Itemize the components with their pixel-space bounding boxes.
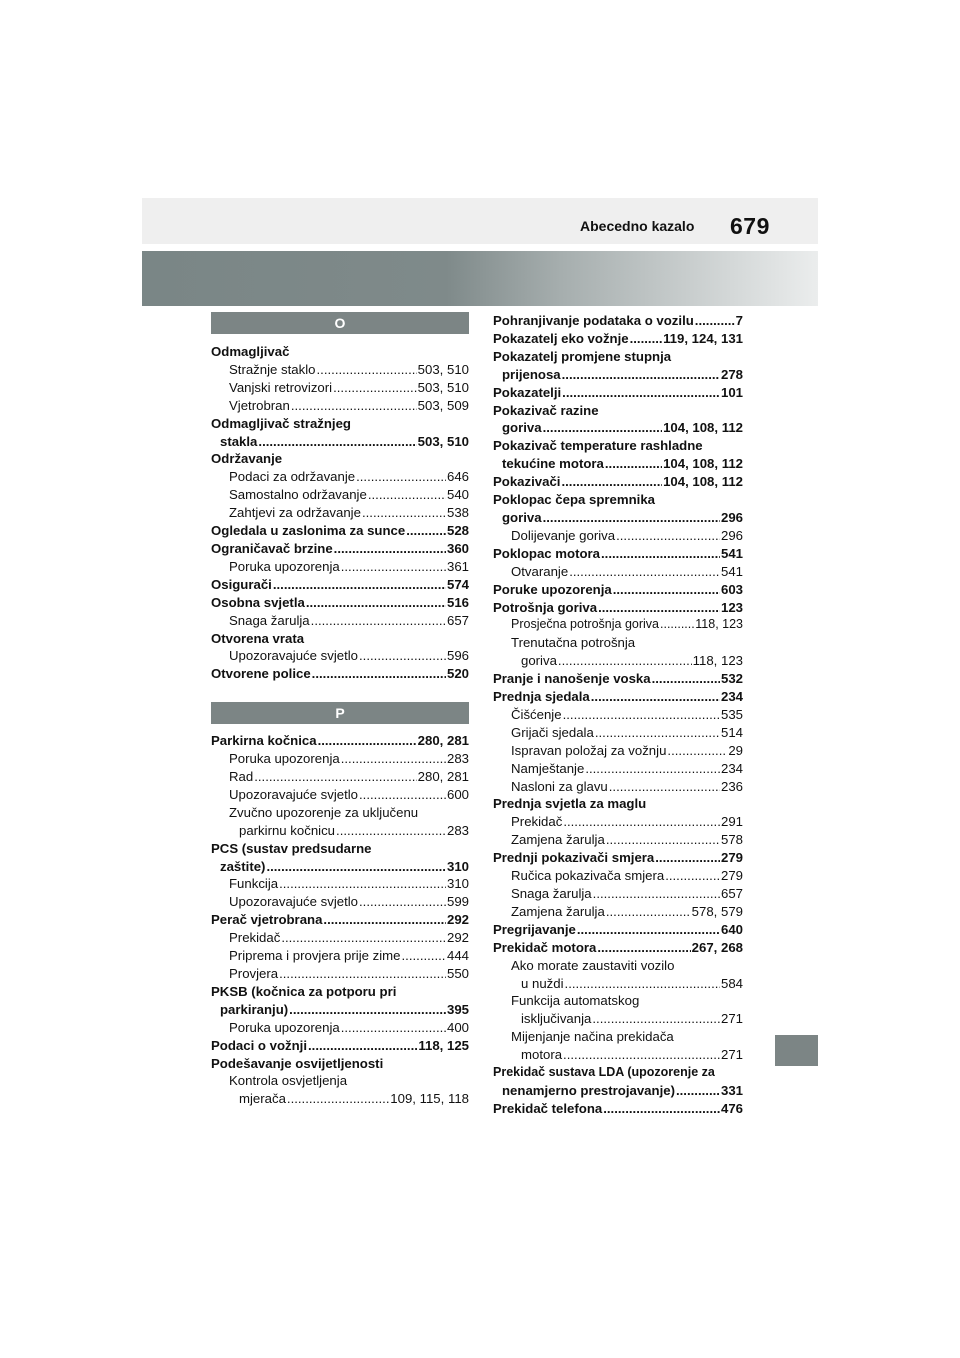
- page-number: 679: [730, 213, 770, 239]
- dot-leader: [565, 975, 720, 993]
- index-entry-label: isključivanja: [521, 1011, 592, 1027]
- index-entry-label: Zamjena žarulja: [511, 903, 605, 919]
- dot-leader: [630, 330, 662, 348]
- index-entry: [211, 522, 469, 540]
- index-entry-label: Prekidač: [511, 814, 563, 830]
- dot-leader: [368, 486, 446, 504]
- index-entry: [493, 939, 743, 957]
- index-entry: [493, 1082, 743, 1100]
- index-entry-label: Pokazatelj eko vožnje: [493, 330, 629, 346]
- index-entry: [211, 875, 469, 893]
- index-entry-label: goriva: [502, 509, 542, 525]
- index-entry: [493, 813, 743, 831]
- index-entry: [493, 419, 743, 437]
- index-heading: Pokazatelj promjene stupnja: [493, 348, 672, 364]
- dot-leader: [655, 849, 720, 867]
- index-entry-page: 331: [720, 1082, 743, 1098]
- dot-leader: [311, 612, 446, 630]
- index-entry: [493, 724, 743, 742]
- index-entry: [211, 468, 469, 486]
- index-entry: [493, 545, 743, 563]
- index-entry-page: 118, 125: [418, 1037, 469, 1053]
- index-entry-page: 657: [446, 612, 469, 628]
- index-entry-page: 599: [446, 894, 469, 910]
- index-heading: Pokazivač temperature rashladne: [493, 438, 703, 454]
- index-entry-page: 104, 108, 112: [663, 474, 743, 490]
- dot-leader: [334, 540, 446, 558]
- index-entry-page: 271: [720, 1011, 743, 1027]
- index-entry: [211, 893, 469, 911]
- dot-leader: [605, 455, 662, 473]
- index-entry-label: u nuždi: [521, 975, 564, 991]
- index-entry-label: Samostalno održavanje: [229, 487, 367, 503]
- index-entry: [211, 929, 469, 947]
- index-entry: [211, 433, 469, 451]
- index-entry-label: Parkirna kočnica: [211, 733, 317, 749]
- dot-leader: [318, 732, 417, 750]
- index-entry: [211, 594, 469, 612]
- index-entry-label: Upozoravajuće svjetlo: [229, 786, 359, 802]
- header-title: Abecedno kazalo: [580, 218, 695, 234]
- index-entry: [493, 384, 743, 402]
- dot-leader: [341, 1019, 446, 1037]
- section-o-entries: [211, 343, 469, 683]
- dot-leader: [306, 594, 446, 612]
- index-entry-page: 236: [720, 778, 743, 794]
- dot-leader: [603, 1100, 720, 1118]
- index-entry: [493, 599, 743, 617]
- index-entry-label: Prekidač telefona: [493, 1100, 603, 1116]
- index-entry-page: 280, 281: [417, 733, 469, 749]
- dot-leader: [595, 724, 720, 742]
- index-entry-page: 578, 579: [691, 903, 743, 919]
- dot-leader: [562, 366, 720, 384]
- index-entry: [493, 616, 743, 634]
- index-entry-label: Pranje i nanošenje voska: [493, 671, 651, 687]
- dot-leader: [660, 616, 694, 634]
- index-entry: [211, 665, 469, 683]
- dot-leader: [543, 509, 720, 527]
- dot-leader: [359, 647, 446, 665]
- index-entry-page: 283: [446, 822, 469, 838]
- section-p-entries: [211, 732, 469, 1108]
- index-entry-label: goriva: [502, 420, 542, 436]
- dot-leader: [291, 397, 417, 415]
- index-entry-label: motora: [521, 1047, 563, 1063]
- index-entry-label: Dolijevanje goriva: [511, 527, 616, 543]
- index-entry: [211, 1037, 469, 1055]
- dot-leader: [667, 742, 727, 760]
- index-entry: [493, 581, 743, 599]
- index-entry: [211, 947, 469, 965]
- index-entry-label: mjerača: [239, 1091, 286, 1107]
- index-heading: Funkcija automatskog: [511, 993, 640, 1009]
- index-entry-label: Poruka upozorenja: [229, 751, 340, 767]
- dot-leader: [312, 665, 446, 683]
- index-entry-label: Vjetrobran: [229, 397, 290, 413]
- index-entry-label: Prekidač motora: [493, 939, 597, 955]
- index-entry-page: 520: [446, 666, 469, 682]
- index-entry: [493, 885, 743, 903]
- index-entry: [493, 563, 743, 581]
- index-entry-page: 279: [720, 868, 743, 884]
- index-entry-page: 550: [446, 966, 469, 981]
- index-entry-page: 400: [446, 1019, 469, 1035]
- index-entry: [493, 1010, 743, 1028]
- index-entry: [211, 911, 469, 929]
- index-entry-page: 101: [720, 384, 743, 400]
- index-entry-page: 29: [728, 742, 743, 758]
- dot-leader: [356, 468, 446, 486]
- index-entry-label: Podaci o vožnji: [211, 1037, 307, 1053]
- index-entry-page: 541: [720, 545, 743, 561]
- index-entry-label: Rad: [229, 769, 254, 785]
- index-entry-page: 603: [720, 581, 743, 597]
- index-entry-page: 118, 123: [692, 653, 743, 669]
- index-entry-page: 361: [446, 558, 469, 574]
- index-entry-page: 292: [446, 930, 469, 946]
- index-heading: PCS (sustav predsudarne: [211, 840, 372, 856]
- index-entry: [493, 831, 743, 849]
- index-entry-page: 234: [720, 760, 743, 776]
- index-entry: [211, 1019, 469, 1037]
- index-entry: [493, 473, 743, 491]
- index-entry-page: 503, 510: [417, 379, 469, 395]
- index-entry-page: 279: [720, 850, 743, 866]
- dot-leader: [254, 768, 416, 786]
- index-heading: Pokazivač razine: [493, 402, 599, 418]
- dot-leader: [597, 939, 690, 957]
- index-entry-page: 395: [446, 1001, 469, 1017]
- index-heading: PKSB (kočnica za potporu pri: [211, 983, 397, 999]
- index-entry: [493, 867, 743, 885]
- dot-leader: [258, 433, 416, 451]
- index-entry-page: 574: [446, 576, 469, 592]
- index-entry: [211, 1001, 469, 1019]
- index-entry: [493, 849, 743, 867]
- index-entry-label: Ispravan položaj za vožnju: [511, 742, 667, 758]
- dot-leader: [323, 911, 446, 929]
- index-entry: [211, 1090, 469, 1108]
- index-entry-label: Priprema i provjera prije zime: [229, 948, 401, 964]
- section-p-entries-continued: [493, 312, 743, 1118]
- dot-leader: [591, 688, 720, 706]
- index-entry-page: 541: [720, 563, 743, 579]
- index-entry: [493, 921, 743, 939]
- index-entry-label: Poklopac motora: [493, 545, 600, 561]
- index-entry: [211, 647, 469, 665]
- dot-leader: [609, 778, 720, 796]
- index-entry: [493, 652, 743, 670]
- index-entry: [211, 612, 469, 630]
- index-entry: [211, 786, 469, 804]
- index-entry-label: Pokazatelji: [493, 384, 562, 400]
- index-heading: Poklopac čepa spremnika: [493, 492, 655, 508]
- index-entry-page: 280, 281: [417, 769, 469, 785]
- index-entry-label: Poruka upozorenja: [229, 1019, 340, 1035]
- index-entry: [493, 527, 743, 545]
- dot-leader: [281, 929, 446, 947]
- index-entry-label: zaštite): [220, 858, 266, 874]
- index-entry-label: Podaci za održavanje: [229, 469, 356, 485]
- index-entry-page: 291: [720, 814, 743, 830]
- index-entry-label: Ograničavač brzine: [211, 540, 333, 556]
- index-entry-page: 476: [720, 1100, 743, 1116]
- index-entry-page: 267, 268: [691, 939, 743, 955]
- dot-leader: [336, 822, 446, 840]
- index-entry-page: 7: [735, 313, 743, 328]
- index-entry-label: Prednja sjedala: [493, 689, 590, 705]
- index-entry-page: 104, 108, 112: [663, 456, 743, 472]
- index-entry-label: nenamjerno prestrojavanje): [502, 1082, 675, 1098]
- dot-leader: [333, 379, 417, 397]
- dot-leader: [563, 813, 720, 831]
- header-band: [142, 198, 818, 244]
- index-entry-page: 538: [446, 505, 469, 521]
- dot-leader: [563, 706, 720, 724]
- index-entry-page: 532: [720, 671, 743, 687]
- index-entry-label: tekućine motora: [502, 456, 604, 472]
- index-entry: [493, 455, 743, 473]
- index-entry-label: Upozoravajuće svjetlo: [229, 894, 359, 910]
- index-entry-label: Vanjski retrovizori: [229, 379, 333, 395]
- dot-leader: [562, 384, 720, 402]
- index-entry-label: Osigurači: [211, 576, 272, 592]
- index-entry-label: Prosječna potrošnja goriva: [511, 617, 659, 632]
- index-heading: Kontrola osvjetljenja: [229, 1073, 348, 1089]
- index-entry-label: Pokazivači: [493, 474, 561, 490]
- index-entry: [493, 903, 743, 921]
- dot-leader: [362, 504, 446, 522]
- dot-leader: [577, 921, 720, 939]
- index-entry-label: goriva: [521, 653, 557, 669]
- dot-leader: [359, 786, 446, 804]
- index-entry-label: Ručica pokazivača smjera: [511, 868, 665, 884]
- index-entry-page: 123: [720, 599, 743, 615]
- index-entry: [493, 778, 743, 796]
- index-entry-label: Potrošnja goriva: [493, 599, 598, 615]
- index-entry-label: Prekidač: [229, 930, 281, 946]
- index-heading: Mijenjanje načina prekidača: [511, 1029, 674, 1045]
- dot-leader: [317, 361, 417, 379]
- index-entry-label: Prednji pokazivači smjera: [493, 850, 655, 866]
- dot-leader: [613, 581, 720, 599]
- index-entry-page: 516: [446, 594, 469, 610]
- index-entry-label: stakla: [220, 433, 258, 449]
- index-entry: [211, 732, 469, 750]
- index-entry-page: 444: [446, 948, 469, 964]
- index-entry-page: 360: [446, 540, 469, 556]
- index-entry-label: Snaga žarulja: [229, 612, 310, 628]
- dot-leader: [601, 545, 720, 563]
- index-entry-page: 503, 510: [417, 433, 469, 449]
- dot-leader: [359, 893, 446, 911]
- chapter-side-tab: [775, 1035, 818, 1066]
- index-entry-page: 646: [446, 469, 469, 485]
- index-entry: [493, 742, 743, 760]
- dot-leader: [593, 885, 720, 903]
- index-entry: [493, 312, 743, 330]
- index-entry-label: Poruke upozorenja: [493, 581, 612, 597]
- index-entry-page: 596: [446, 648, 469, 664]
- index-heading: Podešavanje osvijetljenosti: [211, 1055, 384, 1071]
- index-heading: Odmagljivač: [211, 344, 290, 359]
- index-column-left: [211, 312, 469, 1108]
- dot-leader: [279, 965, 446, 983]
- dot-leader: [695, 312, 735, 330]
- index-entry-label: Zamjena žarulja: [511, 832, 605, 848]
- index-entry-label: prijenosa: [502, 366, 561, 382]
- index-entry-label: Poruka upozorenja: [229, 558, 340, 574]
- index-entry-page: 514: [720, 724, 743, 740]
- index-heading: Ako morate zaustaviti vozilo: [511, 957, 675, 973]
- index-entry-page: 503, 509: [417, 397, 469, 413]
- index-entry: [493, 1100, 743, 1118]
- index-entry-label: Funkcija: [229, 876, 279, 892]
- index-entry-label: Upozoravajuće svjetlo: [229, 648, 359, 664]
- index-heading: Održavanje: [211, 451, 283, 467]
- index-heading: Trenutačna potrošnja: [511, 635, 636, 651]
- index-entry-page: 657: [720, 886, 743, 901]
- dot-leader: [402, 947, 446, 965]
- index-entry: [493, 509, 743, 527]
- dot-leader: [266, 858, 446, 876]
- dot-leader: [652, 670, 720, 688]
- index-entry: [211, 558, 469, 576]
- index-entry: [493, 330, 743, 348]
- section-header-o: O: [211, 312, 469, 334]
- index-entry: [493, 688, 743, 706]
- index-entry-page: 283: [446, 751, 469, 767]
- index-entry: [493, 760, 743, 778]
- index-entry: [211, 504, 469, 522]
- dot-leader: [341, 558, 446, 576]
- index-entry-label: Nasloni za glavu: [511, 778, 608, 794]
- dot-leader: [561, 473, 662, 491]
- index-entry: [211, 768, 469, 786]
- index-entry: [211, 576, 469, 594]
- index-entry-label: Namještanje: [511, 760, 585, 776]
- header-gradient-band: [142, 251, 818, 306]
- index-entry-label: parkiranju): [220, 1001, 289, 1017]
- index-heading: Prekidač sustava LDA (upozorenje za: [493, 1065, 715, 1080]
- dot-leader: [606, 903, 691, 921]
- index-entry-page: 540: [446, 487, 469, 503]
- index-entry-page: 528: [446, 523, 469, 539]
- index-entry-label: parkirnu kočnicu: [239, 822, 336, 838]
- index-entry-label: Pregrijavanje: [493, 921, 576, 937]
- dot-leader: [558, 652, 692, 670]
- index-entry-label: Zahtjevi za održavanje: [229, 505, 361, 521]
- index-entry-page: 296: [720, 509, 743, 525]
- index-heading: Otvorena vrata: [211, 630, 305, 646]
- index-entry-page: 584: [720, 975, 743, 991]
- index-entry-label: Perač vjetrobrana: [211, 912, 323, 928]
- index-entry-page: 278: [720, 366, 743, 382]
- section-header-p: P: [211, 702, 469, 724]
- dot-leader: [616, 527, 720, 545]
- index-heading: Zvučno upozorenje za uključenu: [229, 804, 419, 820]
- index-entry-label: Pohranjivanje podataka o vozilu: [493, 313, 694, 328]
- dot-leader: [563, 1046, 720, 1064]
- dot-leader: [289, 1001, 446, 1019]
- index-entry: [211, 379, 469, 397]
- index-entry-label: Osobna svjetla: [211, 594, 305, 610]
- index-entry: [493, 670, 743, 688]
- index-entry-page: 292: [446, 912, 469, 928]
- index-heading: Prednja svjetla za maglu: [493, 796, 647, 812]
- index-column-right: [493, 312, 743, 1118]
- index-entry-label: Stražnje staklo: [229, 361, 316, 377]
- index-entry: [211, 486, 469, 504]
- index-entry-label: Ogledala u zaslonima za sunce: [211, 523, 406, 539]
- index-entry: [211, 750, 469, 768]
- index-entry: [211, 822, 469, 840]
- index-entry-label: Otvorene police: [211, 666, 311, 682]
- index-entry-page: 535: [720, 706, 743, 722]
- index-entry: [493, 366, 743, 384]
- dot-leader: [279, 875, 446, 893]
- index-heading: Odmagljivač stražnjeg: [211, 415, 351, 431]
- index-entry-page: 109, 115, 118: [390, 1091, 469, 1107]
- index-entry-page: 271: [720, 1047, 743, 1063]
- index-entry: [211, 397, 469, 415]
- dot-leader: [543, 419, 662, 437]
- index-entry: [493, 706, 743, 724]
- dot-leader: [598, 599, 720, 617]
- index-entry-page: 234: [720, 689, 743, 705]
- dot-leader: [585, 760, 720, 778]
- dot-leader: [592, 1010, 720, 1028]
- index-entry-label: Otvaranje: [511, 563, 569, 579]
- index-entry-label: Grijači sjedala: [511, 724, 594, 740]
- index-entry: [211, 361, 469, 379]
- index-entry-page: 578: [720, 832, 743, 848]
- index-entry-label: Provjera: [229, 966, 279, 981]
- dot-leader: [308, 1037, 417, 1055]
- dot-leader: [606, 831, 720, 849]
- index-entry-page: 310: [446, 858, 469, 874]
- index-entry-label: Čišćenje: [511, 706, 562, 722]
- dot-leader: [341, 750, 446, 768]
- index-entry: [211, 965, 469, 983]
- index-entry-page: 503, 510: [417, 361, 469, 377]
- index-entry: [211, 540, 469, 558]
- dot-leader: [406, 522, 446, 540]
- index-entry-page: 104, 108, 112: [663, 420, 743, 436]
- dot-leader: [665, 867, 720, 885]
- dot-leader: [676, 1082, 720, 1100]
- index-entry-label: Snaga žarulja: [511, 886, 592, 901]
- index-entry-page: 118, 123: [695, 617, 743, 632]
- index-entry-page: 296: [720, 527, 743, 543]
- index-entry-page: 310: [446, 876, 469, 892]
- index-entry-page: 119, 124, 131: [663, 330, 743, 346]
- index-entry-page: 600: [446, 786, 469, 802]
- dot-leader: [287, 1090, 389, 1108]
- index-entry: [493, 975, 743, 993]
- dot-leader: [569, 563, 720, 581]
- index-entry: [493, 1046, 743, 1064]
- dot-leader: [273, 576, 446, 594]
- index-entry-page: 640: [720, 921, 743, 937]
- index-entry: [211, 858, 469, 876]
